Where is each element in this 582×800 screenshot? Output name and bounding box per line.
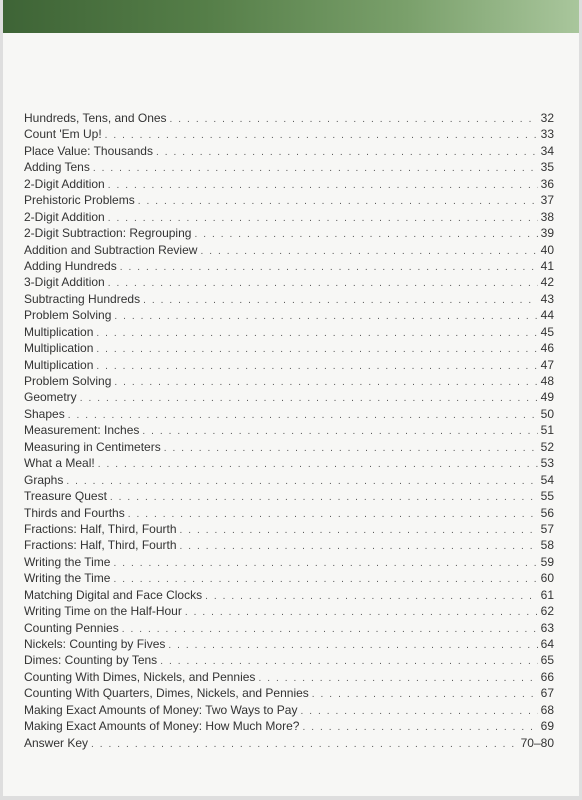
- dot-leader: [300, 706, 537, 717]
- toc-entry-title: Multiplication: [24, 324, 94, 339]
- toc-entry: [24, 177, 554, 193]
- toc-entry-page: 33: [540, 127, 554, 142]
- toc-entry-page: 46: [540, 341, 554, 356]
- toc-entry-page: 34: [540, 143, 554, 158]
- toc-entry: [24, 456, 554, 472]
- toc-entry: [24, 144, 554, 160]
- dot-leader: [138, 196, 538, 207]
- toc-entry-title: Counting Pennies: [24, 620, 119, 635]
- toc-entry-title: Hundreds, Tens, and Ones: [24, 111, 167, 125]
- toc-entry-page: 69: [540, 719, 554, 734]
- toc-entry-page: 57: [540, 521, 554, 536]
- dot-leader: [160, 656, 537, 667]
- toc-entry-page: 51: [540, 423, 554, 438]
- toc-entry-page: 39: [540, 226, 554, 241]
- toc-entry: [24, 670, 554, 686]
- header-band: [3, 0, 579, 33]
- toc-entry-page: 49: [540, 390, 554, 405]
- dot-leader: [68, 410, 538, 421]
- toc-entry: [24, 275, 554, 291]
- dot-leader: [66, 476, 537, 487]
- toc-entry-page: 63: [540, 620, 554, 635]
- toc-entry-title: Geometry: [24, 390, 77, 405]
- dot-leader: [185, 607, 538, 618]
- toc-entry: [24, 423, 554, 439]
- toc-entry-title: Measuring in Centimeters: [24, 439, 161, 454]
- dot-leader: [91, 739, 518, 750]
- toc-entry: [24, 473, 554, 489]
- toc-entry: [24, 374, 554, 390]
- dot-leader: [312, 689, 538, 700]
- toc-entry: [24, 358, 554, 374]
- dot-leader: [114, 311, 537, 322]
- toc-entry-page: 54: [540, 472, 554, 487]
- toc-entry-title: Measurement: Inches: [24, 423, 140, 438]
- toc-entry: [24, 686, 554, 702]
- toc-entry-page: 61: [540, 587, 554, 602]
- toc-entry-title: Multiplication: [24, 341, 94, 356]
- toc-entry: [24, 522, 554, 538]
- dot-leader: [108, 180, 538, 191]
- dot-leader: [108, 278, 538, 289]
- toc-entry: [24, 440, 554, 456]
- toc-entry-page: 68: [540, 702, 554, 717]
- toc-entry: [24, 637, 554, 653]
- toc-entry-title: What a Meal!: [24, 456, 95, 471]
- toc-entry-page: 40: [540, 242, 554, 257]
- table-of-contents: [24, 111, 554, 752]
- dot-leader: [142, 426, 537, 437]
- dot-leader: [164, 443, 538, 454]
- dot-leader: [122, 624, 538, 635]
- toc-entry: [24, 653, 554, 669]
- toc-entry-title: Place Value: Thousands: [24, 143, 153, 158]
- toc-entry-page: 52: [540, 439, 554, 454]
- toc-entry-page: 37: [540, 193, 554, 208]
- toc-entry-page: 70–80: [520, 735, 554, 750]
- dot-leader: [98, 459, 538, 470]
- toc-entry: [24, 604, 554, 620]
- toc-entry: [24, 703, 554, 719]
- toc-entry-page: 60: [540, 571, 554, 586]
- dot-leader: [96, 361, 537, 372]
- dot-leader: [96, 344, 537, 355]
- dot-leader: [258, 673, 537, 684]
- toc-entry: [24, 210, 554, 226]
- toc-entry-title: Answer Key: [24, 735, 89, 750]
- toc-entry-page: 64: [540, 637, 554, 651]
- toc-entry: [24, 390, 554, 406]
- toc-entry: [24, 571, 554, 587]
- toc-entry-title: Writing the Time: [24, 554, 111, 569]
- toc-entry-page: 67: [540, 686, 554, 701]
- dot-leader: [93, 163, 538, 174]
- toc-entry-title: Treasure Quest: [24, 489, 107, 504]
- toc-entry: [24, 193, 554, 209]
- toc-entry-page: 32: [540, 111, 554, 125]
- toc-entry-page: 62: [540, 604, 554, 619]
- toc-entry-page: 45: [540, 324, 554, 339]
- toc-entry-title: Adding Hundreds: [24, 258, 117, 273]
- toc-entry: [24, 341, 554, 357]
- toc-entry: [24, 489, 554, 505]
- toc-entry-title: Prehistoric Problems: [24, 193, 135, 208]
- toc-entry-page: 66: [540, 669, 554, 684]
- toc-entry-title: Writing the Time: [24, 571, 111, 586]
- toc-entry-page: 59: [540, 554, 554, 569]
- toc-entry-title: Dimes: Counting by Tens: [24, 653, 158, 668]
- dot-leader: [113, 574, 537, 585]
- document-page: [3, 0, 579, 796]
- toc-entry-page: 38: [540, 209, 554, 224]
- toc-entry-title: Making Exact Amounts of Money: Two Ways to Pay: [24, 702, 298, 717]
- toc-entry-title: Thirds and Fourths: [24, 505, 125, 520]
- toc-entry-title: Making Exact Amounts of Money: How Much More?: [24, 719, 300, 734]
- toc-entry: [24, 292, 554, 308]
- toc-entry: [24, 555, 554, 571]
- dot-leader: [156, 147, 538, 158]
- toc-entry-page: 56: [540, 505, 554, 520]
- toc-entry-page: 58: [540, 538, 554, 553]
- toc-entry-title: 2-Digit Addition: [24, 209, 105, 224]
- toc-entry-title: 3-Digit Addition: [24, 275, 105, 290]
- toc-entry: [24, 588, 554, 604]
- toc-entry: [24, 538, 554, 554]
- toc-entry-title: Subtracting Hundreds: [24, 291, 141, 306]
- dot-leader: [114, 377, 537, 388]
- toc-entry: [24, 719, 554, 735]
- dot-leader: [96, 328, 537, 339]
- toc-entry-title: Multiplication: [24, 357, 94, 372]
- toc-entry-title: Problem Solving: [24, 374, 112, 388]
- dot-leader: [108, 213, 538, 224]
- dot-leader: [80, 393, 538, 404]
- toc-entry: [24, 226, 554, 242]
- toc-entry-title: Matching Digital and Face Clocks: [24, 587, 203, 602]
- dot-leader: [168, 640, 537, 651]
- dot-leader: [128, 509, 538, 520]
- toc-entry-title: 2-Digit Addition: [24, 176, 105, 191]
- toc-entry: [24, 127, 554, 143]
- toc-entry-title: Counting With Dimes, Nickels, and Pennies: [24, 669, 256, 684]
- toc-entry-page: 36: [540, 176, 554, 191]
- dot-leader: [180, 525, 538, 536]
- dot-leader: [143, 295, 538, 306]
- toc-entry-title: 2-Digit Subtraction: Regrouping: [24, 226, 192, 241]
- toc-entry-title: Graphs: [24, 472, 64, 487]
- dot-leader: [205, 591, 538, 602]
- dot-leader: [194, 229, 537, 240]
- toc-entry: [24, 308, 554, 324]
- toc-entry-title: Writing Time on the Half-Hour: [24, 604, 182, 619]
- toc-entry-page: 43: [540, 291, 554, 306]
- toc-entry-page: 55: [540, 489, 554, 504]
- toc-entry-page: 50: [540, 406, 554, 421]
- dot-leader: [170, 114, 538, 125]
- toc-entry-title: Shapes: [24, 406, 65, 421]
- toc-entry: [24, 736, 554, 752]
- toc-entry-title: Fractions: Half, Third, Fourth: [24, 538, 177, 553]
- dot-leader: [105, 130, 538, 141]
- toc-entry-page: 48: [540, 374, 554, 388]
- dot-leader: [180, 541, 538, 552]
- toc-entry-page: 35: [540, 160, 554, 175]
- toc-entry-page: 42: [540, 275, 554, 290]
- toc-entry-page: 41: [540, 258, 554, 273]
- toc-entry: [24, 243, 554, 259]
- toc-entry-page: 65: [540, 653, 554, 668]
- dot-leader: [113, 558, 537, 569]
- toc-entry-page: 44: [540, 308, 554, 323]
- toc-entry: [24, 259, 554, 275]
- toc-entry-page: 47: [540, 357, 554, 372]
- dot-leader: [120, 262, 538, 273]
- toc-entry: [24, 160, 554, 176]
- toc-entry-title: Problem Solving: [24, 308, 112, 323]
- toc-entry-title: Count 'Em Up!: [24, 127, 102, 142]
- toc-entry: [24, 506, 554, 522]
- toc-entry: [24, 621, 554, 637]
- toc-entry-title: Addition and Subtraction Review: [24, 242, 198, 257]
- toc-entry-page: 53: [540, 456, 554, 471]
- toc-entry-title: Nickels: Counting by Fives: [24, 637, 166, 651]
- toc-entry: [24, 325, 554, 341]
- toc-entry-title: Adding Tens: [24, 160, 90, 175]
- toc-entry: [24, 407, 554, 423]
- dot-leader: [302, 722, 537, 733]
- toc-entry: [24, 111, 554, 127]
- toc-entry-title: Fractions: Half, Third, Fourth: [24, 521, 177, 536]
- dot-leader: [200, 246, 537, 257]
- dot-leader: [110, 492, 538, 503]
- toc-entry-title: Counting With Quarters, Dimes, Nickels, and Pennies: [24, 686, 309, 701]
